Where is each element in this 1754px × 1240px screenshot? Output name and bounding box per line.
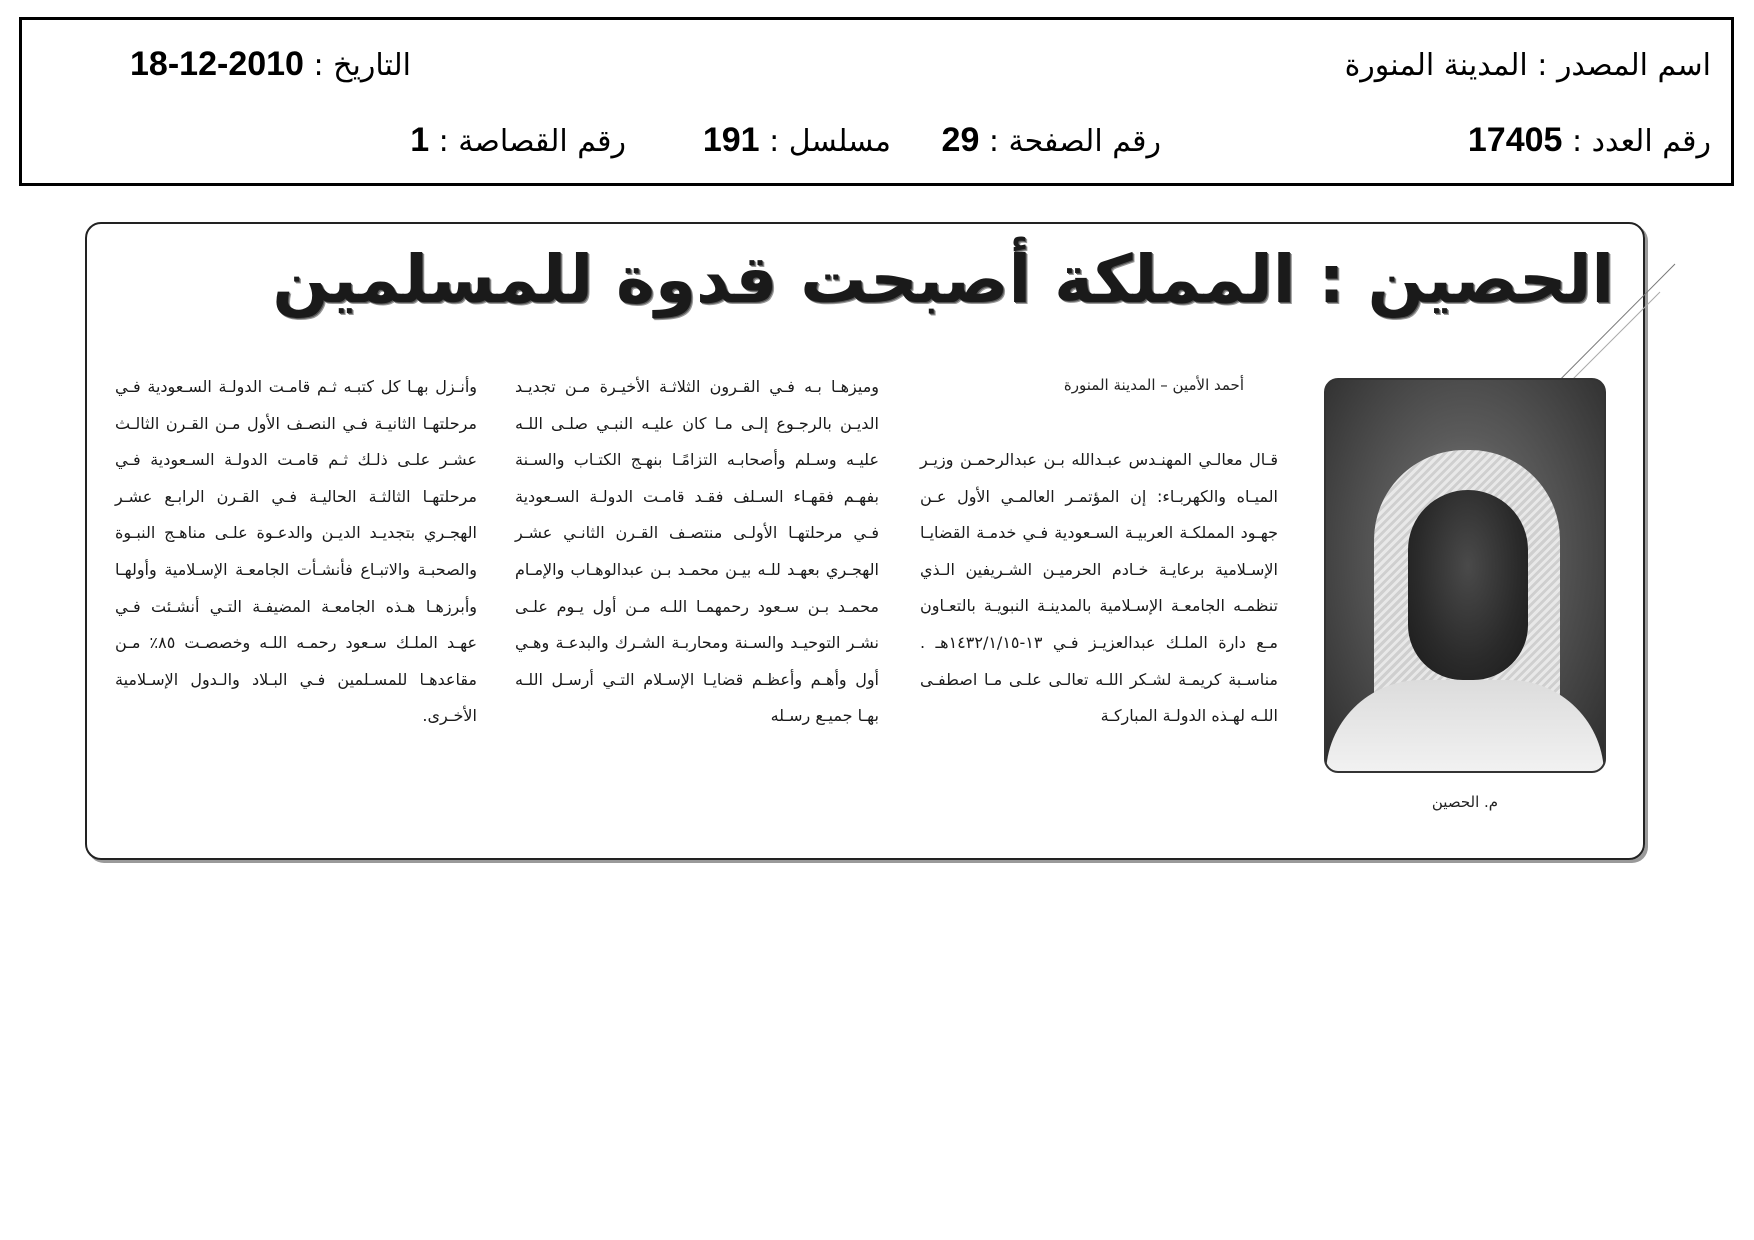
page-field <box>942 120 1161 162</box>
issue-field <box>1468 120 1711 162</box>
serial-field <box>703 120 891 162</box>
clipping-header-box <box>19 17 1734 186</box>
issue-value: 17405 <box>1467 121 1563 159</box>
issue-label: رقم العدد : <box>1562 124 1711 159</box>
article-column-3 <box>115 369 477 735</box>
author-photo <box>1324 378 1606 773</box>
source-value: المدينة المنورة <box>1344 48 1528 83</box>
article-column-1 <box>920 442 1278 735</box>
date-field <box>130 44 411 86</box>
photo-shoulders <box>1326 680 1604 773</box>
clip-number-label: رقم القصاصة : <box>429 124 626 159</box>
serial-value: 191 <box>702 121 760 159</box>
article-headline: الحصين : المملكة أصبحت قدوة للمسلمين <box>272 241 1614 318</box>
date-label: التاريخ : <box>303 48 412 83</box>
article-column-3-text: وأنـزل بهـا كل كتبـه ثـم قامـت الدولـة السـعودية فـي مرحلتهـا الثانيـة فـي النصـف الأول مـن القـرن الثالـث عشـر علـى ذلـك ثـم قامـت الدولـة السـعودية فـي مرحلتهـا الثالثـة الحاليـة فـي القـرن الرابـع عشـر الهجـري بتجديـد الديـن والدعـوة علـى مناهـج النبـوة والصحبـة والاتبـاع فأنشـأت الجامعـة الإسـلامية وأولهـا وأبرزهـا هـذه الجامعـة المضيفـة التـي أنشـئت فـي عهـد الملـك سـعود رحمـه اللـه وخصصـت ٨٥٪ مـن مقاعدهـا للمسـلمين فـي البـلاد والـدول الإسـلامية الأخـرى. <box>115 377 477 726</box>
date-value: 2010-12-18 <box>130 45 304 83</box>
photo-face <box>1408 490 1528 680</box>
article-byline: أحمد الأمين – المدينة المنورة <box>1063 376 1244 394</box>
article-column-2-text: وميزهـا بـه فـي القـرون الثلاثـة الأخيـرة مـن تجديـد الديـن بالرجـوع إلـى مـا كان عليـه النبـي صلـى اللـه عليـه وسـلم وأصحابـه التزامًـا بنهـج الكتـاب والسـنة بفهـم فقهـاء السـلف فقـد قامـت الدولـة السـعودية فـي مرحلتهـا الأولـى منتصـف القـرن الثانـي عشـر الهجـري بعهـد للـه بيـن محمـد بـن عبدالوهـاب والإمـام محمـد بـن سـعود رحمهمـا اللـه مـن أول يـوم علـى نشـر التوحيـد والسـنة ومحاربـة الشـرك والبدعـة وهـي أول وأهـم وأعظـم قضايـا الإسـلام التـي أرسـل اللـه بهـا جميـع رسـله <box>515 377 879 726</box>
source-field <box>1345 46 1711 86</box>
clip-number-value: 1 <box>410 121 430 159</box>
page-label: رقم الصفحة : <box>979 124 1161 159</box>
clip-number-field <box>410 120 626 162</box>
page-value: 29 <box>941 121 980 159</box>
photo-caption: م. الحصين <box>1431 793 1499 811</box>
article-column-2 <box>515 369 879 735</box>
article-column-1-text: قـال معالـي المهنـدس عبـدالله بـن عبدالرحمـن وزيـر الميـاه والكهربـاء: إن المؤتمـر العالمـي الأول عـن جهـود المملكـة العربيـة السـعودية فـي خدمـة القضايـا الإسـلامية برعايـة خـادم الحرميـن الشـريفين الـذي تنظمـه الجامعـة الإسـلامية بالمدينـة النبويـة بالتعـاون مـع دارة الملـك عبدالعزيـز فـي ١٣-١٤٣٢/١/١٥هـ . مناسـبة كريمـة لشـكر اللـه تعالـى علـى مـا اصطفـى اللـه لهـذه الدولـة المباركـة <box>920 450 1278 726</box>
serial-label: مسلسل : <box>759 124 891 159</box>
source-label: اسم المصدر : <box>1527 48 1711 83</box>
